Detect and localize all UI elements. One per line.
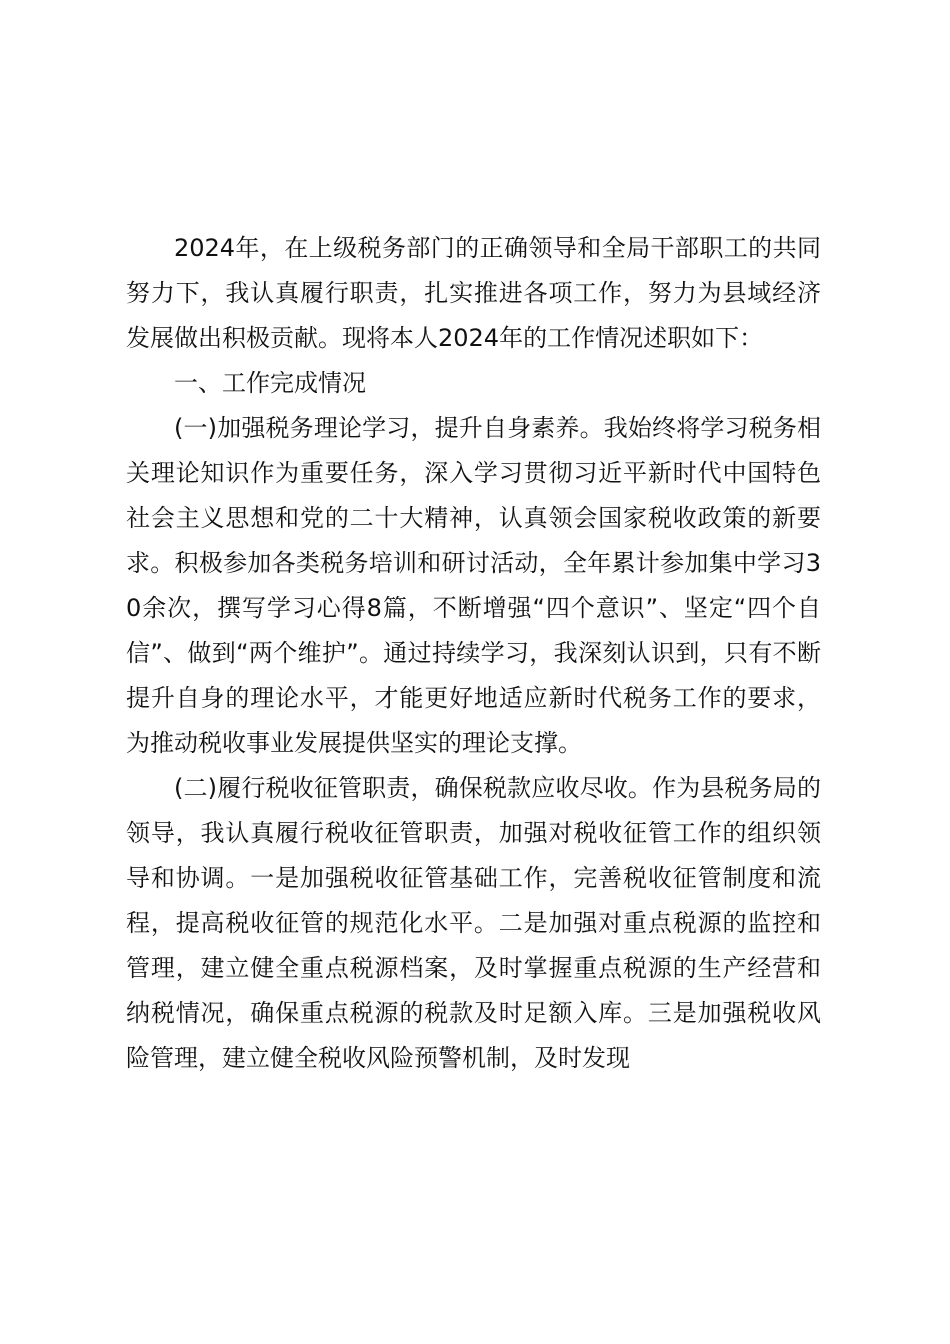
document-body [126,226,821,1081]
intro-paragraph: 2024年，在上级税务部门的正确领导和全局干部职工的共同努力下，我认真履行职责，扎实推进各项工作，努力为县域经济发展做出积极贡献。现将本人2024年的工作情况述职如下： [126,234,821,352]
paragraph-theory-study: (一)加强税务理论学习，提升自身素养。我始终将学习税务相关理论知识作为重要任务，深入学习贯彻习近平新时代中国特色社会主义思想和党的二十大精神，认真领会国家税收政策的新要求。积极参加各类税务培训和研讨活动，全年累计参加集中学习30余次，撰写学习心得8篇，不断增强“四个意识”、坚定“四个自信”、做到“两个维护”。通过持续学习，我深刻认识到，只有不断提升自身的理论水平，才能更好地适应新时代税务工作的要求，为推动税收事业发展提供坚实的理论支撑。 [126,414,821,757]
section-heading: 一、工作完成情况 [174,369,366,397]
paragraph-tax-collection: (二)履行税收征管职责，确保税款应收尽收。作为县税务局的领导，我认真履行税收征管职责，加强对税收征管工作的组织领导和协调。一是加强税收征管基础工作，完善税收征管制度和流程，提高税收征管的规范化水平。二是加强对重点税源的监控和管理，建立健全重点税源档案，及时掌握重点税源的生产经营和纳税情况，确保重点税源的税款及时足额入库。三是加强税收风险管理，建立健全税收风险预警机制，及时发现 [126,774,821,1072]
